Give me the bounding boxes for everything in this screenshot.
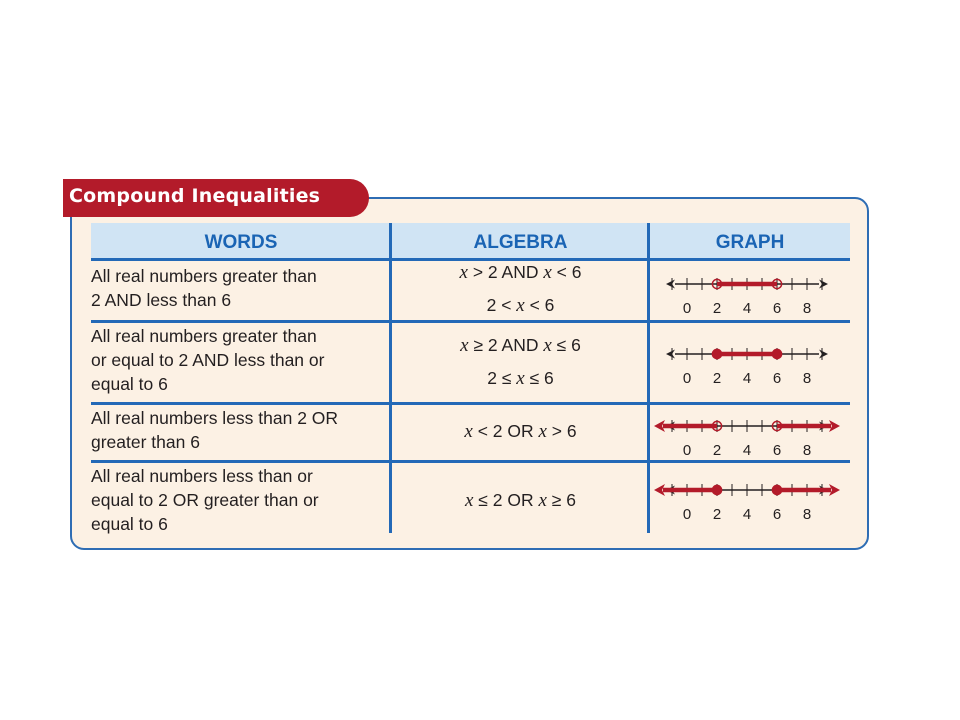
algebra-line: x ≤ 2 OR x ≥ 6 xyxy=(465,490,576,511)
tick-label: 6 xyxy=(772,370,782,387)
number-line-graph xyxy=(655,416,845,460)
words-line: equal to 6 xyxy=(91,374,168,394)
tick-label: 2 xyxy=(712,300,722,317)
row-words xyxy=(91,324,387,396)
row-words xyxy=(91,464,387,536)
axis-arrow-left xyxy=(666,280,675,289)
header-graph: GRAPH xyxy=(715,232,785,253)
words-line: All real numbers greater than xyxy=(91,266,317,286)
words-line: equal to 2 OR greater than or xyxy=(91,490,319,510)
axis-arrow-left xyxy=(666,350,675,359)
words-line: greater than 6 xyxy=(91,432,200,452)
words-line: All real numbers less than 2 OR xyxy=(91,408,339,428)
tick-label: 8 xyxy=(802,442,812,459)
tick-label: 4 xyxy=(742,300,752,317)
number-line-graph xyxy=(655,480,845,524)
tick-label: 8 xyxy=(802,506,812,523)
row-divider xyxy=(91,460,850,463)
tick-label: 0 xyxy=(682,442,692,459)
tick-label: 0 xyxy=(682,300,692,317)
tick-label: 6 xyxy=(772,300,782,317)
tick-label: 2 xyxy=(712,442,722,459)
tick-label: 4 xyxy=(742,442,752,459)
row-words xyxy=(91,264,387,312)
words-line: All real numbers less than or xyxy=(91,466,313,486)
axis-arrow-right xyxy=(819,350,828,359)
header-words: WORDS xyxy=(204,232,278,253)
tick-label: 6 xyxy=(772,506,782,523)
closed-endpoint xyxy=(712,485,721,494)
words-line: All real numbers greater than xyxy=(91,326,317,346)
axis-arrow-right xyxy=(819,280,828,289)
closed-endpoint xyxy=(772,485,781,494)
algebra-line: x < 2 OR x > 6 xyxy=(464,421,577,442)
tick-label: 0 xyxy=(682,370,692,387)
row-words xyxy=(91,406,387,454)
tick-label: 2 xyxy=(712,370,722,387)
algebra-line: x ≥ 2 AND x ≤ 6 xyxy=(460,335,581,356)
row-divider xyxy=(91,320,850,323)
row-divider xyxy=(91,402,850,405)
header-rule xyxy=(91,258,850,261)
tick-label: 4 xyxy=(742,506,752,523)
tick-label: 8 xyxy=(802,300,812,317)
algebra-line: 2 < x < 6 xyxy=(486,295,555,316)
words-line: or equal to 2 AND less than or xyxy=(91,350,325,370)
number-line-graph xyxy=(655,274,845,318)
tick-label: 8 xyxy=(802,370,812,387)
header-algebra: ALGEBRA xyxy=(473,232,568,253)
tick-label: 0 xyxy=(682,506,692,523)
algebra-line: 2 ≤ x ≤ 6 xyxy=(487,368,554,389)
tick-label: 4 xyxy=(742,370,752,387)
closed-endpoint xyxy=(772,349,781,358)
card-title: Compound Inequalities xyxy=(69,185,321,207)
words-line: equal to 6 xyxy=(91,514,168,534)
tick-label: 6 xyxy=(772,442,782,459)
closed-endpoint xyxy=(712,349,721,358)
words-line: 2 AND less than 6 xyxy=(91,290,232,310)
tick-label: 2 xyxy=(712,506,722,523)
number-line-graph xyxy=(655,344,845,388)
algebra-line: x > 2 AND x < 6 xyxy=(459,262,582,283)
